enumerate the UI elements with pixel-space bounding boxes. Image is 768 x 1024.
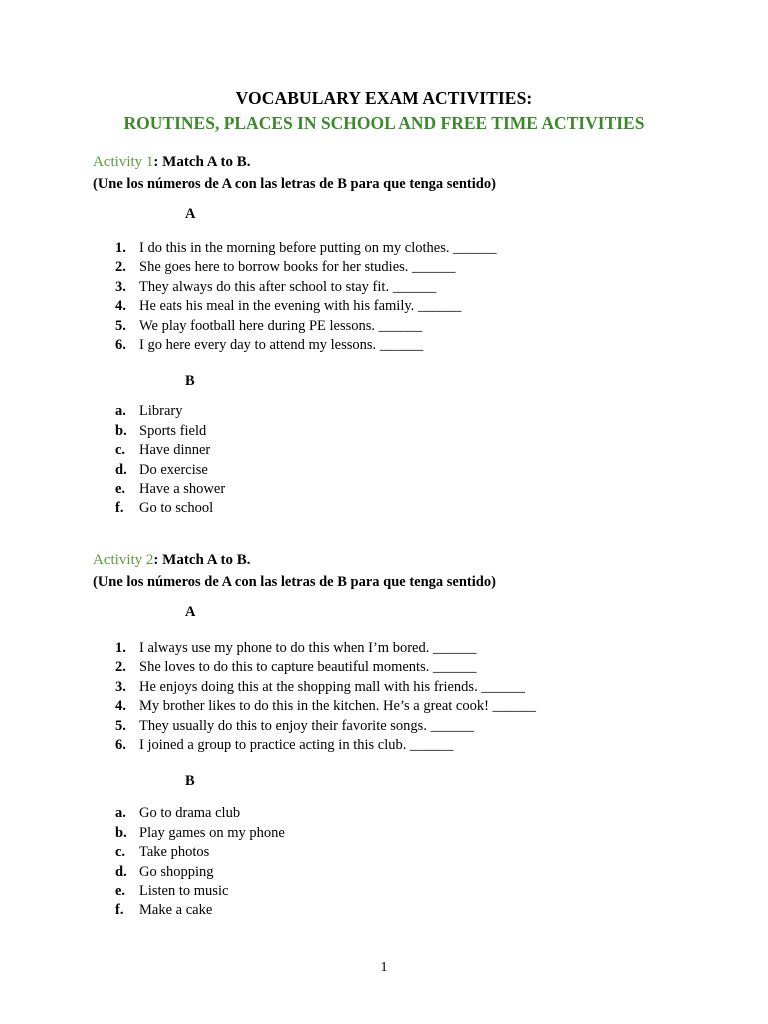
item-text: I always use my phone to do this when I’m bored. ______ — [139, 640, 477, 656]
item-text: I do this in the morning before putting on my clothes. ______ — [139, 240, 497, 256]
item-marker: 2. — [115, 659, 126, 676]
item-marker: 1. — [115, 240, 126, 256]
column-a-label: A — [185, 604, 196, 620]
item-text: Take photos — [139, 844, 210, 861]
list-item — [93, 422, 713, 441]
list-item — [93, 441, 713, 460]
item-text: She loves to do this to capture beautiful moments. ______ — [139, 659, 477, 676]
column-a-label: A — [185, 206, 196, 222]
item-text: Go to drama club — [139, 805, 241, 822]
item-marker: 5. — [115, 317, 126, 334]
activity-instruction: : Match A to B. — [153, 552, 251, 568]
item-marker: 6. — [115, 336, 126, 353]
item-text: He enjoys doing this at the shopping mall with his friends. ______ — [139, 678, 525, 695]
item-marker: e. — [115, 480, 126, 497]
item-marker: c. — [115, 844, 126, 861]
activity-2 — [93, 549, 713, 921]
document-subtitle: ROUTINES, PLACES IN SCHOOL AND FREE TIME ACTIVITIES — [123, 113, 645, 133]
item-text: He eats his meal in the evening with his family. ______ — [139, 298, 462, 315]
item-text: Library — [139, 403, 183, 420]
list-item — [93, 736, 713, 755]
item-marker: a. — [115, 805, 126, 822]
list-item — [93, 258, 713, 277]
activity-1 — [93, 151, 713, 519]
item-text: Sports field — [139, 422, 207, 439]
item-text: We play football here during PE lessons. ______ — [139, 317, 423, 334]
item-marker: d. — [115, 461, 127, 478]
activity-label: Activity 2 — [93, 552, 154, 568]
list-item — [93, 336, 713, 355]
column-b-label: B — [185, 773, 195, 790]
item-text: Go to school — [139, 500, 214, 517]
list-item — [93, 480, 713, 499]
list-item — [93, 882, 713, 901]
document-title: VOCABULARY EXAM ACTIVITIES: — [235, 88, 533, 108]
item-marker: 4. — [115, 698, 126, 715]
list-item — [93, 717, 713, 736]
item-text: Play games on my phone — [139, 824, 285, 841]
column-b-list — [93, 804, 713, 920]
item-text: Listen to music — [139, 882, 229, 899]
activity-note: (Une los números de A con las letras de B para que tenga sentido) — [93, 176, 496, 192]
page-number: 1 — [380, 960, 388, 975]
list-item — [93, 317, 713, 336]
activity-heading — [93, 549, 713, 571]
item-marker: c. — [115, 442, 126, 459]
list-item — [93, 639, 713, 658]
item-text: Go shopping — [139, 863, 214, 880]
activity-heading — [93, 151, 713, 173]
item-marker: d. — [115, 863, 127, 880]
activity-note: (Une los números de A con las letras de B para que tenga sentido) — [93, 574, 496, 590]
list-item — [93, 843, 713, 862]
list-item — [93, 239, 713, 258]
item-text: I joined a group to practice acting in this club. ______ — [139, 736, 454, 753]
list-item — [93, 658, 713, 677]
list-item — [93, 297, 713, 316]
activity-instruction: : Match A to B. — [153, 154, 251, 170]
list-item — [93, 402, 713, 421]
list-item — [93, 804, 713, 823]
column-a-list — [93, 239, 713, 355]
item-marker: e. — [115, 882, 126, 899]
item-marker: a. — [115, 403, 126, 420]
item-marker: 2. — [115, 259, 126, 276]
activity-label: Activity 1 — [93, 154, 154, 170]
list-item — [93, 278, 713, 297]
list-item — [93, 697, 713, 716]
item-marker: 5. — [115, 717, 126, 734]
item-text: My brother likes to do this in the kitchen. He’s a great cook! ______ — [139, 698, 537, 715]
item-text: They always do this after school to stay fit. ______ — [139, 278, 437, 295]
column-a-list — [93, 639, 713, 755]
item-marker: b. — [115, 824, 127, 841]
item-marker: 3. — [115, 678, 126, 695]
item-marker: f. — [115, 500, 124, 517]
list-item — [93, 678, 713, 697]
item-marker: 6. — [115, 736, 126, 753]
list-item — [93, 863, 713, 882]
item-text: I go here every day to attend my lessons. ______ — [139, 336, 424, 353]
item-marker: 1. — [115, 640, 126, 656]
list-item — [93, 824, 713, 843]
list-item — [93, 901, 713, 920]
item-marker: 3. — [115, 278, 126, 295]
column-b-list — [93, 402, 713, 518]
list-item — [93, 461, 713, 480]
item-text: She goes here to borrow books for her studies. ______ — [139, 259, 456, 276]
item-text: Have a shower — [139, 480, 226, 497]
item-marker: f. — [115, 902, 124, 919]
item-text: Have dinner — [139, 442, 211, 459]
list-item — [93, 499, 713, 518]
item-text: They usually do this to enjoy their favorite songs. ______ — [139, 717, 475, 734]
column-b-label: B — [185, 373, 195, 390]
item-marker: b. — [115, 422, 127, 439]
item-marker: 4. — [115, 298, 126, 315]
item-text: Make a cake — [139, 902, 213, 919]
item-text: Do exercise — [139, 461, 208, 478]
